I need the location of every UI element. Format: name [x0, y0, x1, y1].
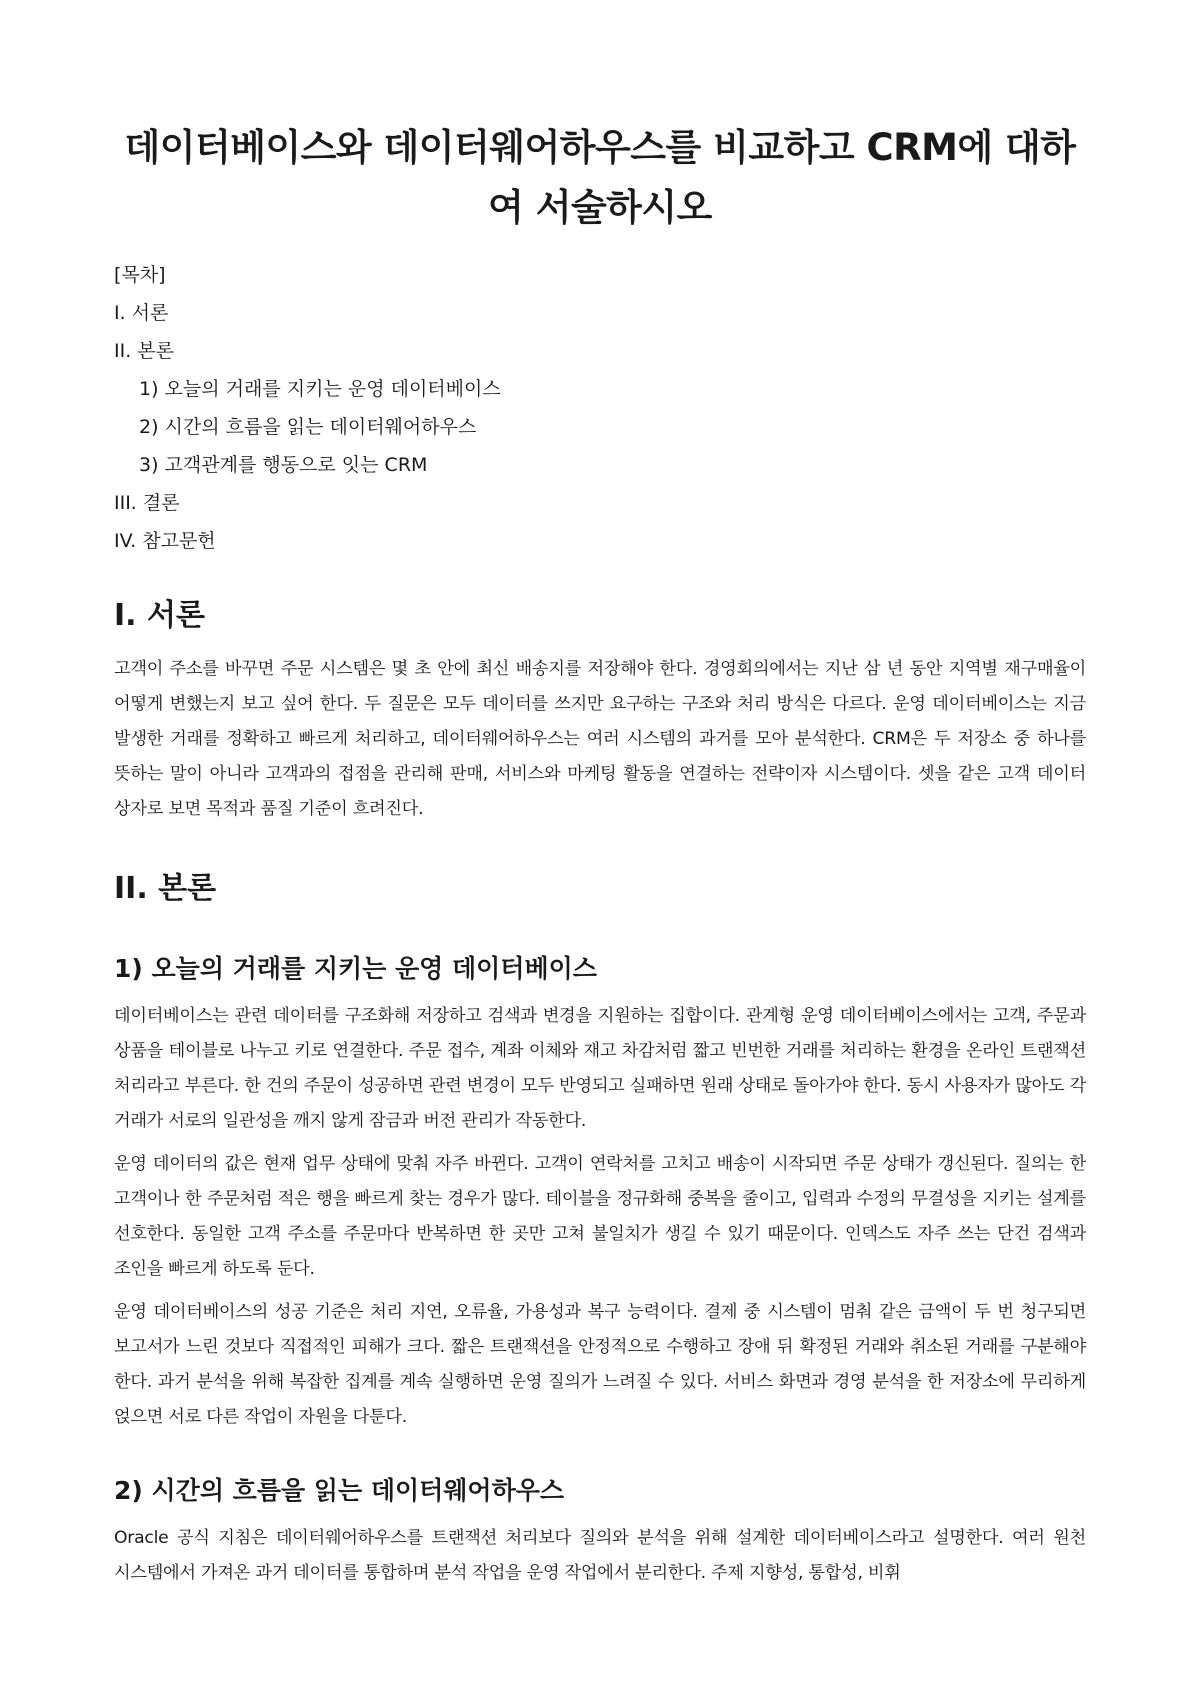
body-paragraph: 운영 데이터베이스의 성공 기준은 처리 지연, 오류율, 가용성과 복구 능력이다. 결제 중 시스템이 멈춰 같은 금액이 두 번 청구되면 보고서가 느린 것보다 직접적인 피해가 크다. 짧은 트랜잭션을 안정적으로 수행하고 장애 뒤 확정된 거래와 취소된 거래를 구분해야 한다. 과거 분석을 위해 복잡한 집계를 계속 실행하면 운영 질의가 느려질 수 있다. 서비스 화면과 경영 분석을 한 저장소에 무리하게 얹으면 서로 다른 작업이 자원을 다툰다. [114, 1302, 1086, 1427]
toc-item: 2) 시간의 흐름을 읽는 데이터웨어하우스 [139, 416, 477, 438]
toc-item: III. 결론 [114, 492, 180, 514]
table-of-contents [114, 256, 1086, 560]
subsection-heading-data-warehouse: 2) 시간의 흐름을 읽는 데이터웨어하우스 [114, 1476, 565, 1505]
body-paragraph: 데이터베이스는 관련 데이터를 구조화해 저장하고 검색과 변경을 지원하는 집합이다. 관계형 운영 데이터베이스에서는 고객, 주문과 상품을 테이블로 나누고 키로 연결한다. 주문 접수, 계좌 이체와 재고 차감처럼 짧고 빈번한 거래를 처리하는 환경을 온라인 트랜잭션 처리라고 부른다. 한 건의 주문이 성공하면 관련 변경이 모두 반영되고 실패하면 원래 상태로 돌아가야 한다. 동시 사용자가 많아도 각 거래가 서로의 일관성을 깨지 않게 잠금과 버전 관리가 작동한다. [114, 1006, 1086, 1131]
section-heading-intro: I. 서론 [114, 598, 205, 633]
body-paragraph: Oracle 공식 지침은 데이터웨어하우스를 트랜잭션 처리보다 질의와 분석을 위해 설계한 데이터베이스라고 설명한다. 여러 원천 시스템에서 가져온 과거 데이터를 통합하며 분석 작업을 운영 작업에서 분리한다. 주제 지향성, 통합성, 비휘 [114, 1528, 1086, 1583]
section-heading-body: II. 본론 [114, 871, 217, 906]
toc-item: I. 서론 [114, 302, 169, 324]
toc-item: 3) 고객관계를 행동으로 잇는 CRM [139, 454, 428, 476]
toc-heading: [목차] [114, 264, 166, 286]
document-title: 데이터베이스와 데이터웨어하우스를 비교하고 CRM에 대하여 서술하시오 [124, 126, 1076, 229]
toc-item: II. 본론 [114, 340, 174, 362]
body-paragraph: 운영 데이터의 값은 현재 업무 상태에 맞춰 자주 바뀐다. 고객이 연락처를 고치고 배송이 시작되면 주문 상태가 갱신된다. 질의는 한 고객이나 한 주문처럼 적은 행을 빠르게 찾는 경우가 많다. 테이블을 정규화해 중복을 줄이고, 입력과 수정의 무결성을 지키는 설계를 선호한다. 동일한 고객 주소를 주문마다 반복하면 한 곳만 고쳐 불일치가 생길 수 있기 때문이다. 인덱스도 자주 쓰는 단건 검색과 조인을 빠르게 하도록 둔다. [114, 1154, 1086, 1279]
subsection-heading-operational-db: 1) 오늘의 거래를 지키는 운영 데이터베이스 [114, 954, 597, 983]
toc-item: 1) 오늘의 거래를 지키는 운영 데이터베이스 [139, 378, 501, 400]
toc-item: IV. 참고문헌 [114, 530, 216, 552]
body-paragraph: 고객이 주소를 바꾸면 주문 시스템은 몇 초 안에 최신 배송지를 저장해야 한다. 경영회의에서는 지난 삼 년 동안 지역별 재구매율이 어떻게 변했는지 보고 싶어 한다. 두 질문은 모두 데이터를 쓰지만 요구하는 구조와 처리 방식은 다르다. 운영 데이터베이스는 지금 발생한 거래를 정확하고 빠르게 처리하고, 데이터웨어하우스는 여러 시스템의 과거를 모아 분석한다. CRM은 두 저장소 중 하나를 뜻하는 말이 아니라 고객과의 접점을 관리해 판매, 서비스와 마케팅 활동을 연결하는 전략이자 시스템이다. 셋을 같은 고객 데이터 상자로 보면 목적과 품질 기준이 흐려진다. [114, 659, 1086, 819]
